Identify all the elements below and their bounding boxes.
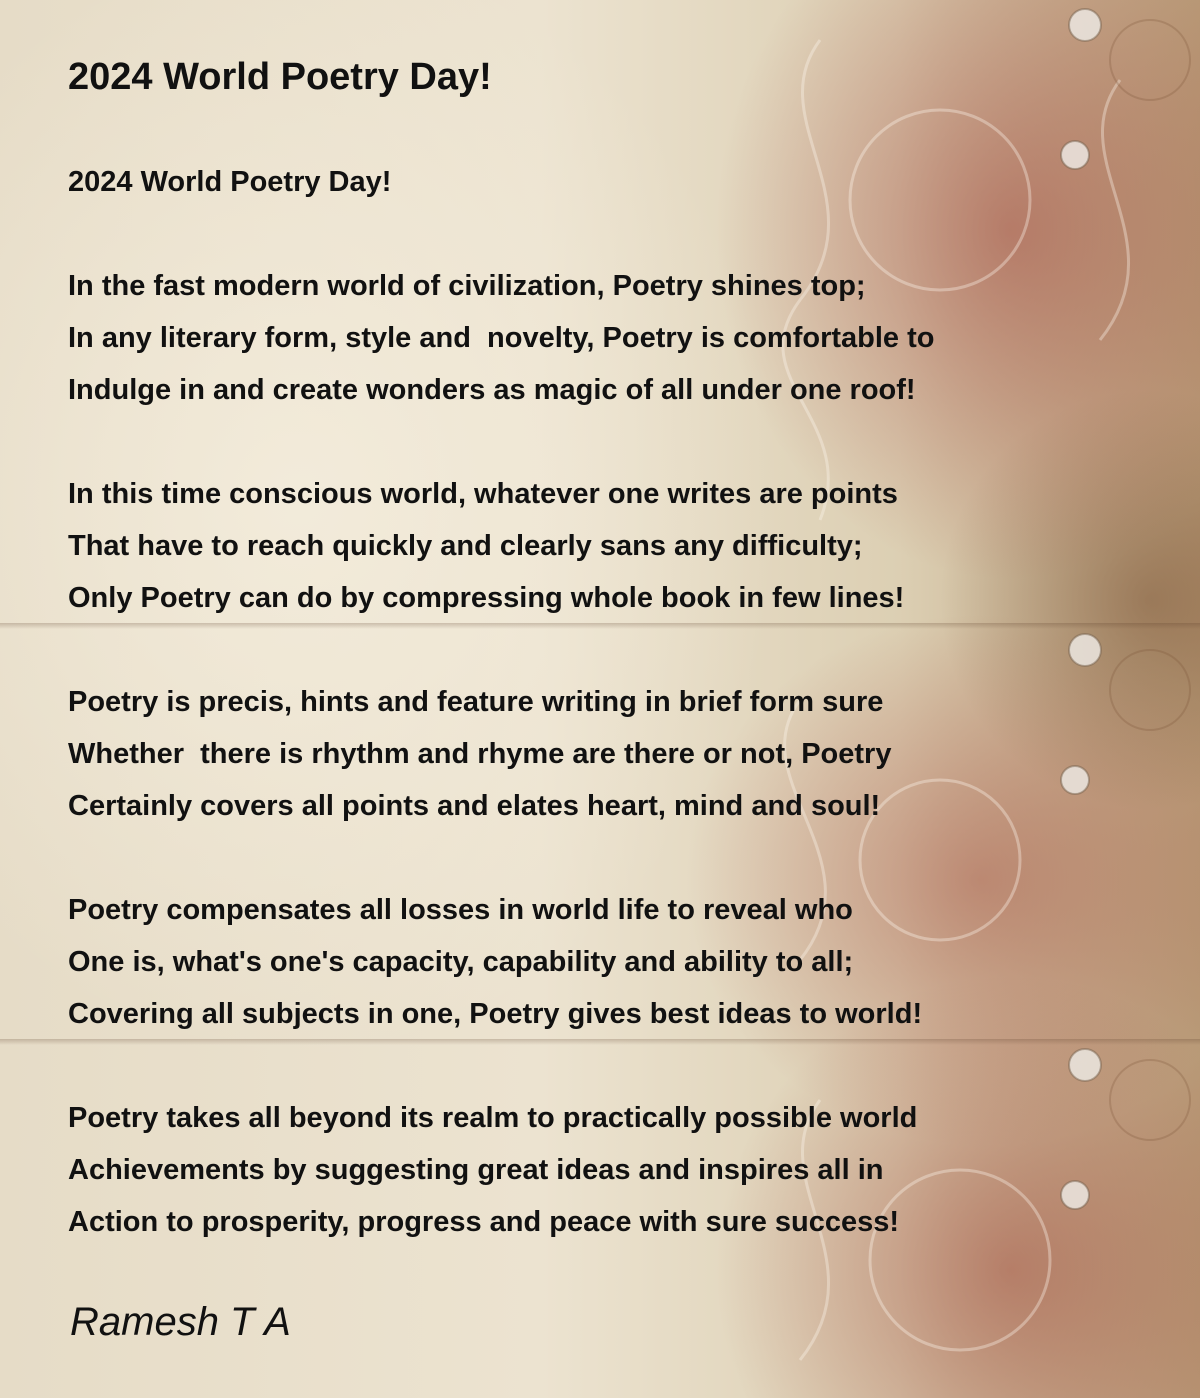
poem-line: Achievements by suggesting great ideas and inspires all in [68,1154,884,1186]
poem-line: In the fast modern world of civilization, Poetry shines top; [68,270,866,302]
poem-line: Action to prosperity, progress and peace with sure success! [68,1206,900,1238]
poem-line: Indulge in and create wonders as magic of all under one roof! [68,374,916,406]
poem-stanza [68,260,934,416]
poem-stanza [68,884,934,1040]
poem-stanza [68,156,934,208]
poem-line: Whether there is rhythm and rhyme are there or not, Poetry [68,738,892,770]
poem-line: In this time conscious world, whatever one writes are points [68,478,898,510]
poem-line: That have to reach quickly and clearly sans any difficulty; [68,530,863,562]
poem-line: Poetry takes all beyond its realm to practically possible world [68,1102,918,1134]
poem-line: Poetry is precis, hints and feature writing in brief form sure [68,686,884,718]
poem-line: 2024 World Poetry Day! [68,166,392,198]
poem-line: Only Poetry can do by compressing whole book in few lines! [68,582,905,614]
poem-stanza [68,1092,934,1248]
poem-line: Certainly covers all points and elates heart, mind and soul! [68,790,881,822]
poem-line: One is, what's one's capacity, capability and ability to all; [68,946,854,978]
poem-stanza [68,676,934,832]
poem-line: Covering all subjects in one, Poetry gives best ideas to world! [68,998,923,1030]
poem-title: 2024 World Poetry Day! [68,56,492,98]
poem-line: In any literary form, style and novelty, Poetry is comfortable to [68,322,935,354]
author-name: Ramesh T A [70,1300,291,1344]
poem-stanza [68,468,934,624]
poem-body [68,156,934,1300]
poem-line: Poetry compensates all losses in world life to reveal who [68,894,853,926]
